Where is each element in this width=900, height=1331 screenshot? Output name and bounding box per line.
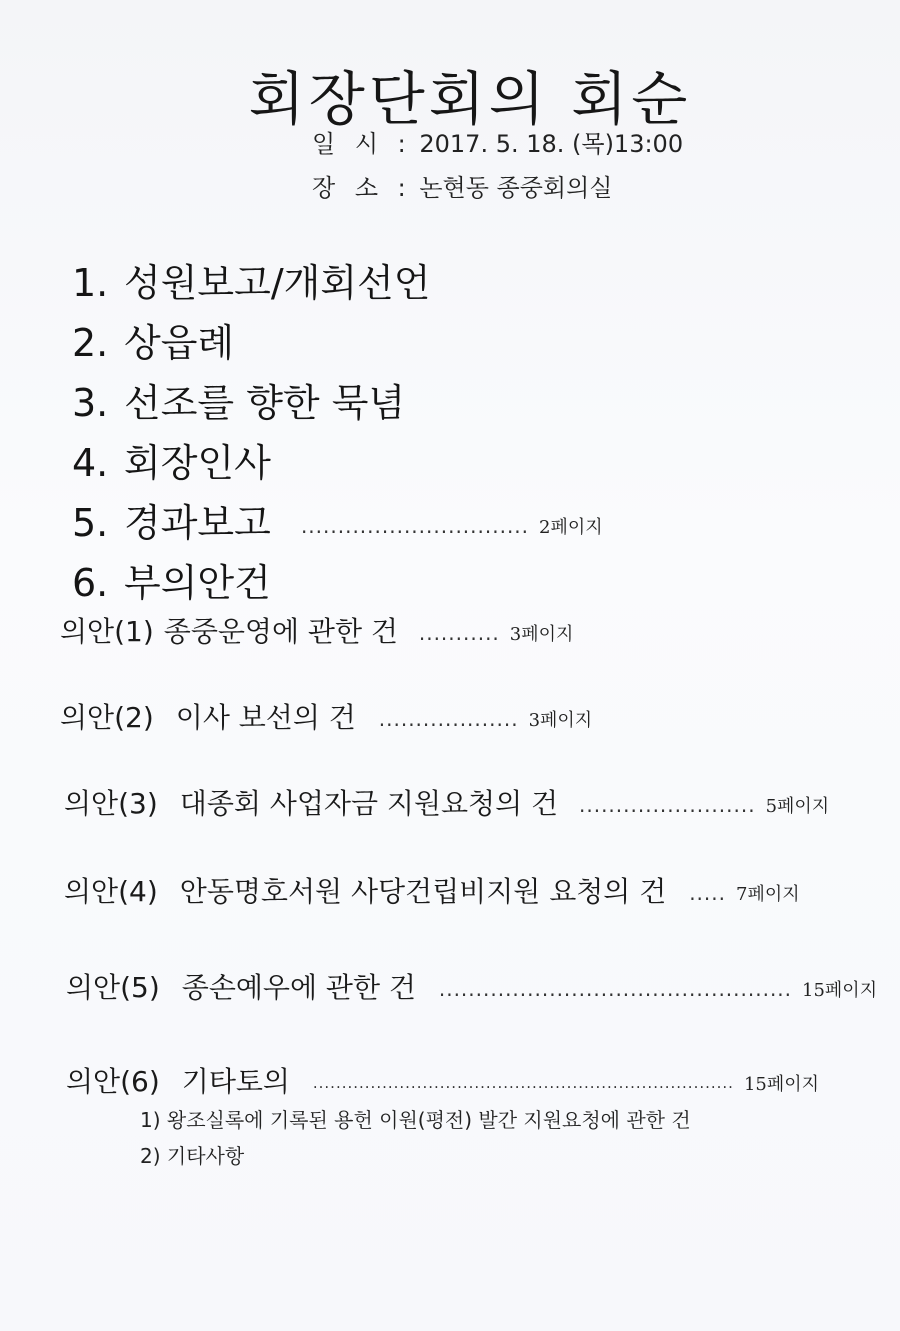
agenda-text: 종중운영에 관한 건 bbox=[163, 615, 398, 648]
sub-item: 2) 기타사항 bbox=[140, 1144, 245, 1168]
agenda-item bbox=[60, 610, 573, 650]
agenda-text: 종손예우에 관한 건 bbox=[181, 971, 416, 1004]
page-reference: 15페이지 bbox=[802, 980, 878, 1001]
leader-dots: ..... bbox=[689, 881, 726, 905]
page-title: 회장단회의 회순 bbox=[248, 65, 692, 133]
agenda-label: 의안(5) bbox=[66, 971, 160, 1004]
leader-dots: ......................................................................... bbox=[312, 1074, 734, 1092]
page-reference: 2페이지 bbox=[539, 516, 603, 538]
item-number: 6. bbox=[72, 561, 109, 605]
item-text: 선조를 향한 묵념 bbox=[124, 381, 406, 425]
item-text: 회장인사 bbox=[124, 441, 271, 485]
agenda-item bbox=[64, 870, 800, 910]
agenda-label: 의안(4) bbox=[64, 875, 158, 908]
item-number: 1. bbox=[72, 261, 109, 305]
date-value: 2017. 5. 18. (목)13:00 bbox=[419, 130, 684, 158]
page-reference: 3페이지 bbox=[528, 710, 593, 731]
agenda-label: 의안(3) bbox=[64, 787, 158, 820]
item-number: 3. bbox=[72, 381, 109, 425]
page-reference: 7페이지 bbox=[736, 884, 800, 905]
main-item bbox=[72, 372, 405, 427]
place-value: 논현동 종중회의실 bbox=[419, 174, 613, 202]
main-item bbox=[72, 312, 234, 367]
agenda-text: 대종회 사업자금 지원요청의 건 bbox=[179, 787, 559, 820]
leader-dots: ................................................ bbox=[438, 977, 793, 1001]
page-reference: 5페이지 bbox=[765, 796, 830, 817]
agenda-text: 안동명호서원 사당건립비지원 요청의 건 bbox=[179, 875, 667, 908]
sub-item: 1) 왕조실록에 기록된 용헌 이원(평전) 발간 지원요청에 관한 건 bbox=[140, 1108, 691, 1132]
agenda-label: 의안(1) bbox=[60, 615, 154, 648]
page-reference: 3페이지 bbox=[509, 624, 574, 645]
agenda-item bbox=[66, 966, 877, 1006]
place-label: 장 소 : bbox=[312, 174, 412, 202]
main-item bbox=[72, 552, 271, 607]
meeting-date bbox=[312, 124, 683, 159]
agenda-item bbox=[60, 696, 592, 736]
agenda-item bbox=[64, 782, 829, 822]
leader-dots: ........... bbox=[418, 621, 500, 645]
main-item bbox=[72, 492, 603, 547]
item-text: 경과보고 bbox=[124, 501, 271, 545]
item-text: 성원보고/개회선언 bbox=[124, 261, 431, 305]
item-number: 2. bbox=[72, 321, 109, 365]
leader-dots: ............................... bbox=[300, 513, 530, 538]
leader-dots: ................... bbox=[378, 707, 519, 731]
item-number: 4. bbox=[72, 441, 109, 485]
main-item bbox=[72, 252, 430, 307]
date-label: 일 시 : bbox=[312, 130, 412, 158]
page-reference: 15페이지 bbox=[743, 1074, 820, 1095]
leader-dots: ........................ bbox=[579, 793, 756, 817]
main-item bbox=[72, 432, 271, 487]
agenda-text: 이사 보선의 건 bbox=[175, 701, 356, 734]
agenda-text: 기타토의 bbox=[181, 1065, 290, 1098]
agenda-label: 의안(6) bbox=[66, 1065, 160, 1098]
item-text: 부의안건 bbox=[124, 561, 271, 605]
agenda-item bbox=[66, 1060, 819, 1100]
item-number: 5. bbox=[72, 501, 109, 545]
meeting-place bbox=[312, 168, 612, 203]
item-text: 상읍례 bbox=[124, 321, 235, 365]
agenda-label: 의안(2) bbox=[60, 701, 154, 734]
